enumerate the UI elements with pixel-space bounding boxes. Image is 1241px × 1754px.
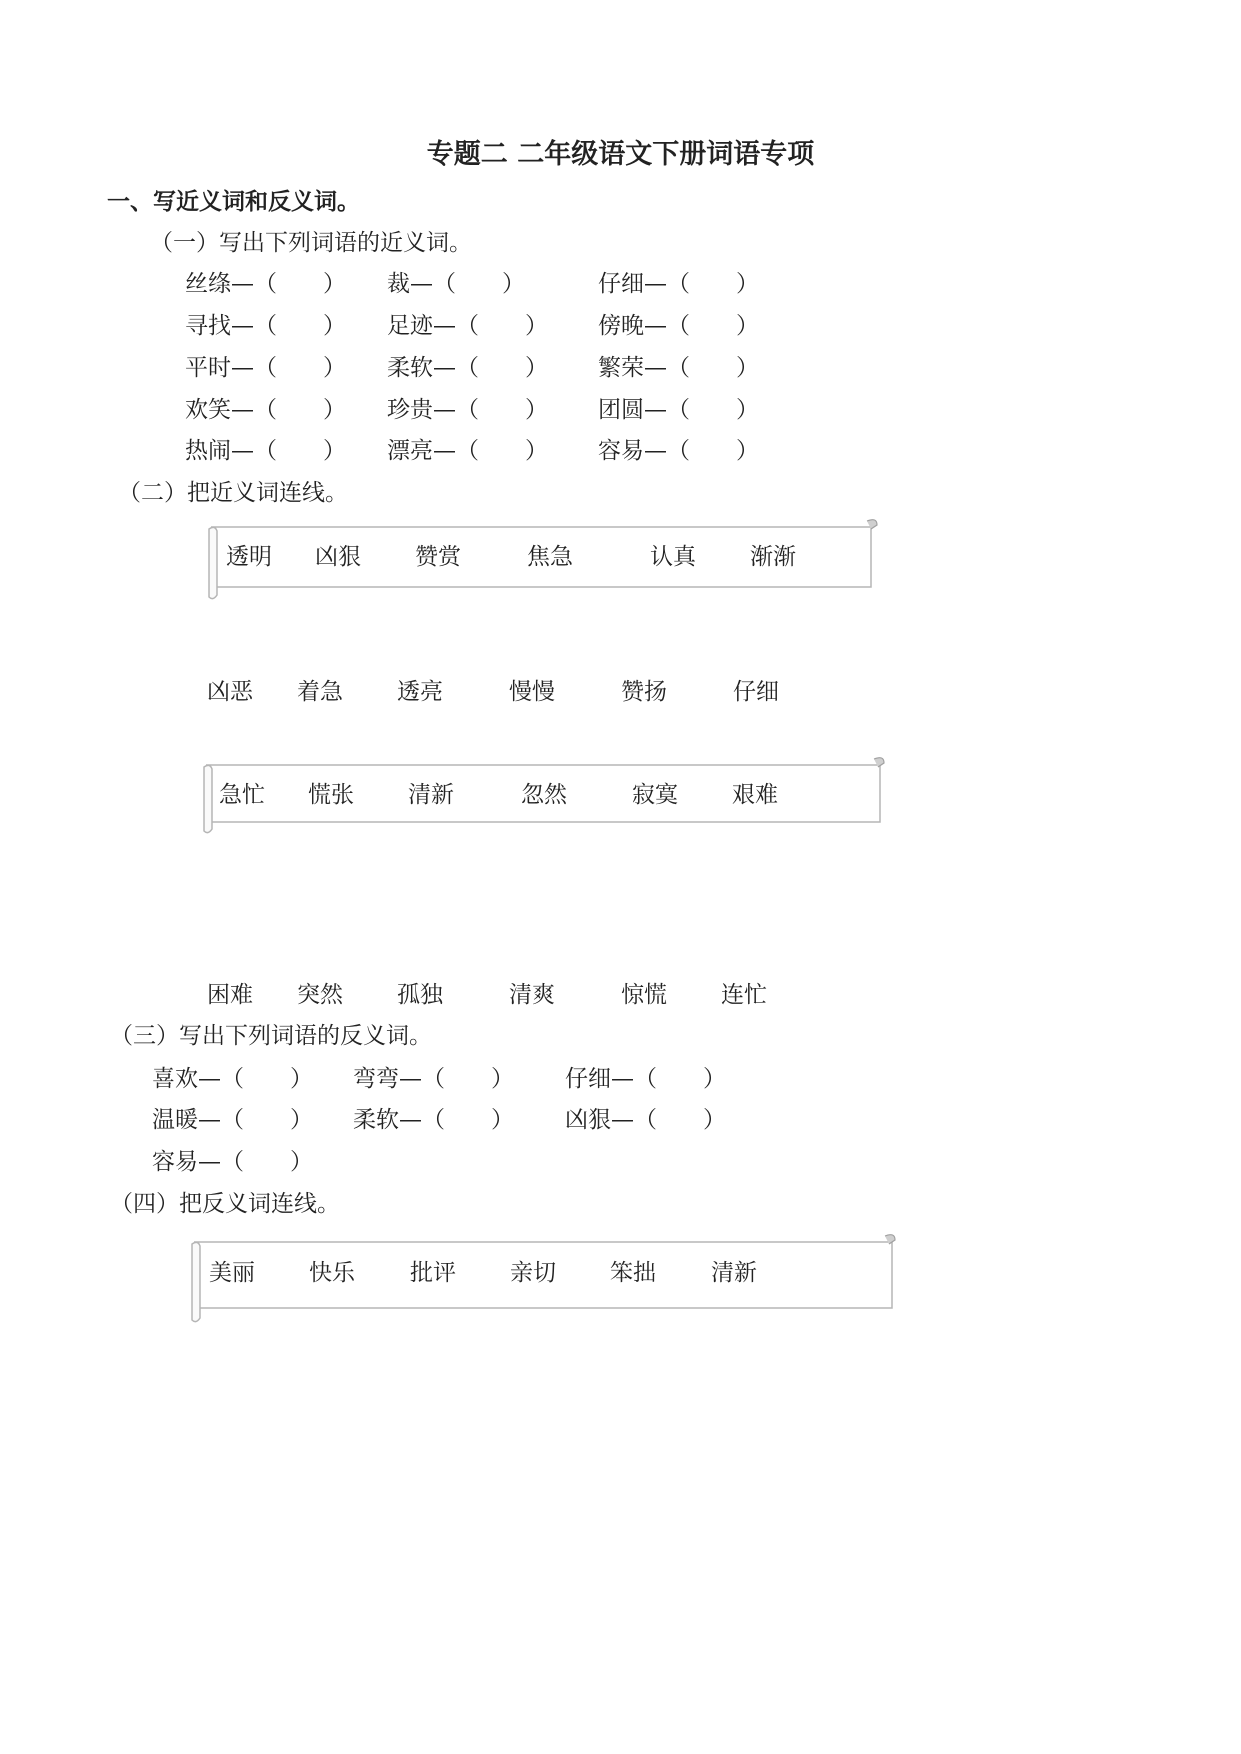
synonym-item: 寻找—（ ） bbox=[185, 313, 346, 339]
synonym-item: 漂亮—（ ） bbox=[387, 438, 548, 464]
word-chip: 慢慢 bbox=[509, 679, 555, 705]
word-chip: 突然 bbox=[297, 982, 343, 1008]
word-chip: 认真 bbox=[650, 544, 696, 570]
word-chip: 赞扬 bbox=[621, 679, 667, 705]
part1-heading: （一）写出下列词语的近义词。 bbox=[150, 230, 472, 256]
word-chip: 仔细 bbox=[733, 679, 779, 705]
part3-heading: （三）写出下列词语的反义词。 bbox=[110, 1023, 432, 1049]
word-chip: 清爽 bbox=[509, 982, 555, 1008]
word-chip: 着急 bbox=[297, 679, 343, 705]
antonym-item: 容易—（ ） bbox=[152, 1149, 313, 1175]
word-chip: 焦急 bbox=[527, 544, 573, 570]
word-chip: 寂寞 bbox=[632, 782, 678, 808]
part4-heading: （四）把反义词连线。 bbox=[110, 1191, 340, 1217]
antonym-item: 温暖—（ ） bbox=[152, 1107, 313, 1133]
word-chip: 急忙 bbox=[219, 782, 265, 808]
section-heading: 一、写近义词和反义词。 bbox=[107, 189, 360, 215]
word-chip: 笨拙 bbox=[610, 1260, 656, 1286]
synonym-item: 珍贵—（ ） bbox=[387, 397, 548, 423]
antonym-item: 柔软—（ ） bbox=[353, 1107, 514, 1133]
synonym-item: 仔细—（ ） bbox=[598, 271, 759, 297]
synonym-item: 裁—（ ） bbox=[387, 271, 525, 297]
word-chip: 批评 bbox=[410, 1260, 456, 1286]
synonym-item: 柔软—（ ） bbox=[387, 355, 548, 381]
word-chip: 惊慌 bbox=[621, 982, 667, 1008]
synonym-item: 平时—（ ） bbox=[185, 355, 346, 381]
word-chip: 美丽 bbox=[209, 1260, 255, 1286]
synonym-item: 欢笑—（ ） bbox=[185, 397, 346, 423]
word-chip: 凶恶 bbox=[207, 679, 253, 705]
word-chip: 困难 bbox=[207, 982, 253, 1008]
antonym-item: 弯弯—（ ） bbox=[353, 1066, 514, 1092]
antonym-item: 凶狠—（ ） bbox=[565, 1107, 726, 1133]
page-title: 专题二 二年级语文下册词语专项 bbox=[426, 139, 815, 170]
synonym-item: 傍晚—（ ） bbox=[598, 313, 759, 339]
synonym-item: 足迹—（ ） bbox=[387, 313, 548, 339]
word-chip: 快乐 bbox=[309, 1260, 355, 1286]
word-chip: 艰难 bbox=[732, 782, 778, 808]
word-chip: 清新 bbox=[408, 782, 454, 808]
word-chip: 亲切 bbox=[510, 1260, 556, 1286]
synonym-item: 繁荣—（ ） bbox=[598, 355, 759, 381]
synonym-item: 团圆—（ ） bbox=[598, 397, 759, 423]
word-chip: 透明 bbox=[226, 544, 272, 570]
word-chip: 赞赏 bbox=[415, 544, 461, 570]
word-chip: 忽然 bbox=[521, 782, 567, 808]
antonym-item: 喜欢—（ ） bbox=[152, 1066, 313, 1092]
word-chip: 清新 bbox=[711, 1260, 757, 1286]
word-chip: 孤独 bbox=[397, 982, 443, 1008]
word-chip: 连忙 bbox=[721, 982, 767, 1008]
word-chip: 慌张 bbox=[308, 782, 354, 808]
synonym-item: 热闹—（ ） bbox=[185, 438, 346, 464]
word-chip: 渐渐 bbox=[750, 544, 796, 570]
synonym-item: 丝绦—（ ） bbox=[185, 271, 346, 297]
synonym-item: 容易—（ ） bbox=[598, 438, 759, 464]
part2-heading: （二）把近义词连线。 bbox=[118, 480, 348, 506]
word-chip: 凶狠 bbox=[315, 544, 361, 570]
word-chip: 透亮 bbox=[397, 679, 443, 705]
antonym-item: 仔细—（ ） bbox=[565, 1066, 726, 1092]
